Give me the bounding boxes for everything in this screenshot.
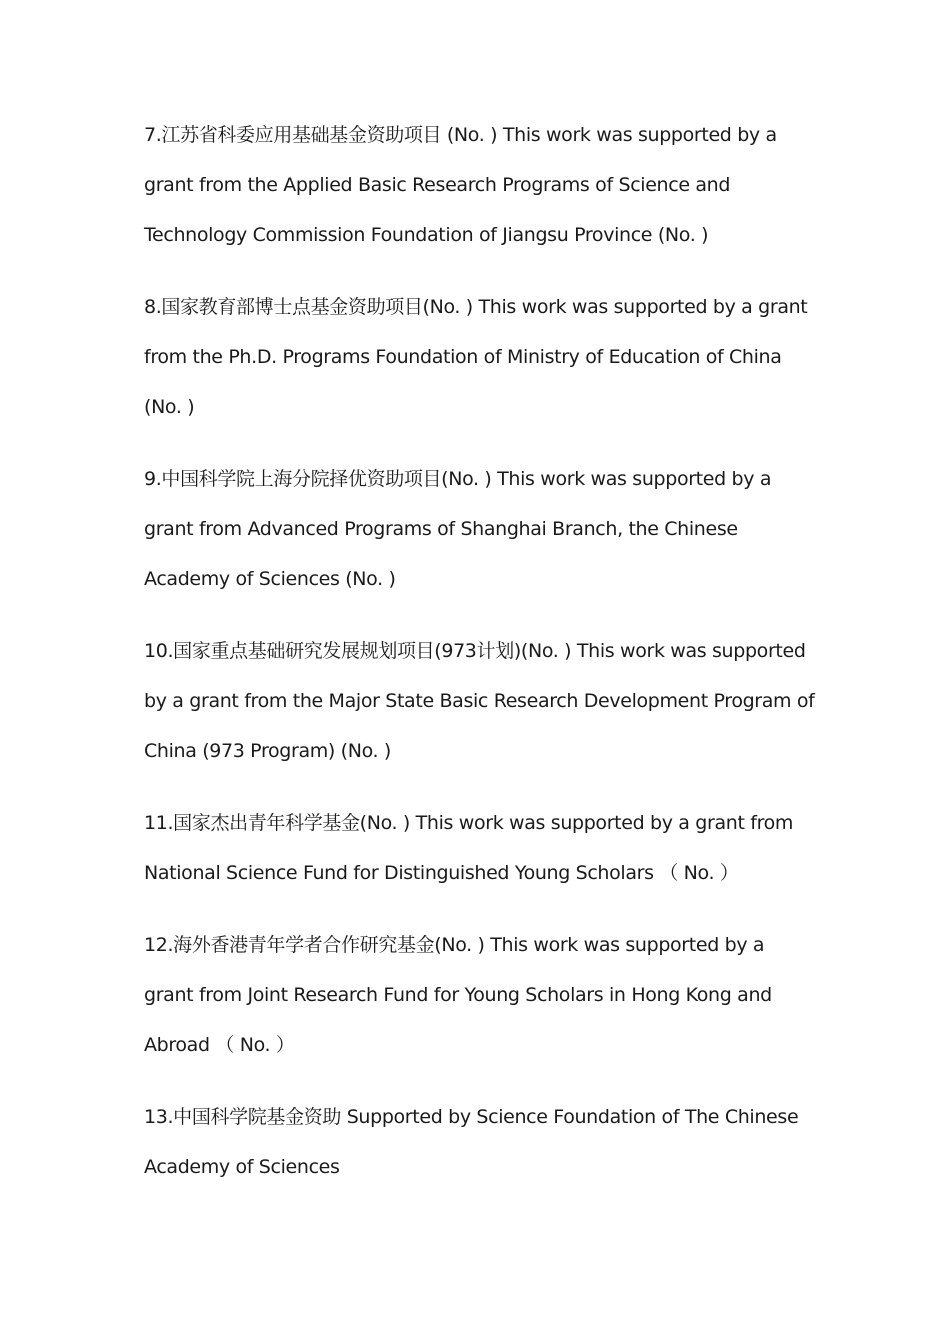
entry-text-line: 11.国家杰出青年科学基金(No. ) This work was supported by a grant from — [144, 812, 794, 834]
entry-text-line: Academy of Sciences — [144, 1156, 340, 1178]
entry-text-line: (No. ) — [144, 396, 195, 418]
entry-text-line: China (973 Program) (No. ) — [144, 740, 391, 762]
entry-text-line: 9.中国科学院上海分院择优资助项目(No. ) This work was supported by a — [144, 468, 772, 490]
funding-entry-9 — [144, 454, 812, 604]
document-body — [144, 110, 815, 1214]
entry-text-line: grant from Joint Research Fund for Young Scholars in Hong Kong and — [144, 984, 772, 1006]
entry-text-line: Academy of Sciences (No. ) — [144, 568, 396, 590]
entry-text-line: 10.国家重点基础研究发展规划项目(973计划)(No. ) This work was supported — [144, 640, 806, 662]
funding-entry-8 — [144, 282, 812, 432]
entry-text-line: 8.国家教育部博士点基金资助项目(No. ) This work was supported by a grant — [144, 296, 808, 318]
entry-text-line: 13.中国科学院基金资助 Supported by Science Foundation of The Chinese — [144, 1106, 799, 1128]
funding-entry-7 — [144, 110, 812, 260]
funding-entry-12 — [144, 920, 812, 1070]
entry-text-line: 12.海外香港青年学者合作研究基金(No. ) This work was supported by a — [144, 934, 765, 956]
funding-entry-11 — [144, 798, 812, 898]
entry-text-line: by a grant from the Major State Basic Research Development Program of — [144, 690, 815, 712]
funding-entry-13 — [144, 1092, 812, 1192]
entry-text-line: Technology Commission Foundation of Jiangsu Province (No. ) — [144, 224, 709, 246]
entry-text-line: grant from the Applied Basic Research Programs of Science and — [144, 174, 731, 196]
entry-text-line: from the Ph.D. Programs Foundation of Ministry of Education of China — [144, 346, 782, 368]
entry-text-line: grant from Advanced Programs of Shanghai Branch, the Chinese — [144, 518, 738, 540]
entry-text-line: 7.江苏省科委应用基础基金资助项目 (No. ) This work was supported by a — [144, 124, 777, 146]
entry-text-line: Abroad （ No. ） — [144, 1034, 295, 1056]
entry-text-line: National Science Fund for Distinguished Young Scholars （ No. ） — [144, 862, 739, 884]
funding-entry-10 — [144, 626, 815, 776]
